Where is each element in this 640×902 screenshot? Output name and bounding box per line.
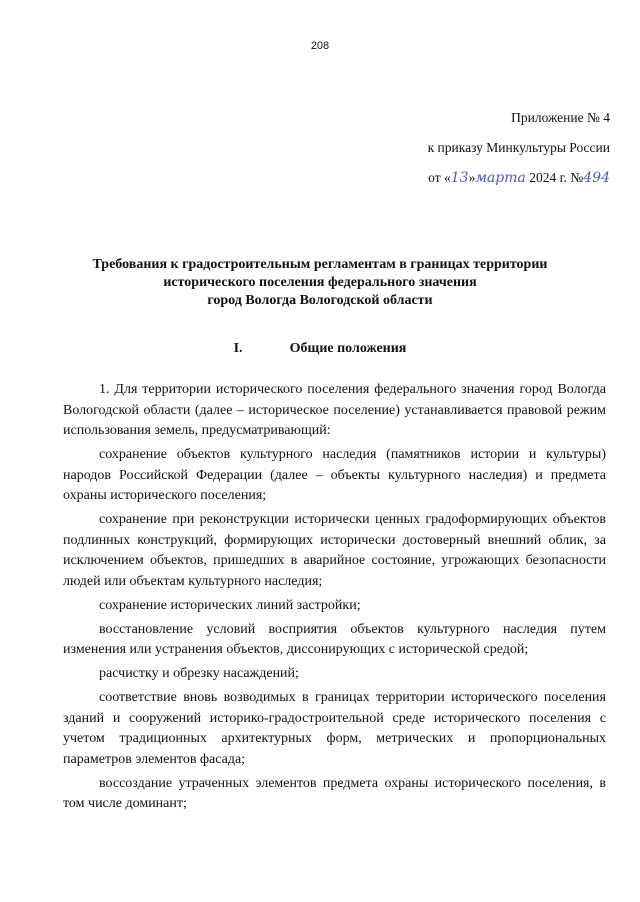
paragraph: сохранение при реконструкции исторически ценных градоформирующих объектов подлинных конструкций, формирующих исторически достоверный внешний облик, за исключением объектов, пришедших в аварийное состояние, угрожающих безопасности людей или объектам культурного наследия; bbox=[63, 512, 606, 589]
document-title bbox=[40, 256, 600, 310]
page-number: 208 bbox=[310, 40, 330, 52]
appendix-label: Приложение № 4 bbox=[511, 110, 610, 125]
title-line-2: исторического поселения федерального значения bbox=[163, 275, 477, 290]
paragraph: расчистку и обрезку насаждений; bbox=[99, 666, 299, 681]
order-reference: к приказу Минкультуры России bbox=[427, 140, 610, 155]
section-heading bbox=[40, 341, 600, 357]
title-line-3: город Вологда Вологодской области bbox=[207, 293, 433, 308]
paragraph: 1. Для территории исторического поселения федерального значения город Вологда Вологодской области (далее – историческое поселение) устанавливается правовой режим использования земель, предусматривающий: bbox=[63, 382, 606, 438]
document-body bbox=[63, 380, 606, 818]
date-prefix: от « bbox=[428, 170, 451, 185]
section-number: I. bbox=[233, 341, 243, 356]
handwritten-month: марта bbox=[475, 170, 526, 186]
paragraph: воссоздание утраченных элементов предмета охраны исторического поселения, в том числе доминант; bbox=[63, 775, 606, 811]
paragraph: соответствие вновь возводимых в границах территории исторического поселения зданий и сооружений историко-градостроительной среде исторического поселения с учетом традиционных архитектурных форм, метрических и пропорциональных параметров элементов фасада; bbox=[63, 690, 606, 767]
date-quote: » bbox=[468, 170, 476, 185]
paragraph: сохранение исторических линий застройки; bbox=[99, 597, 361, 613]
paragraph: восстановление условий восприятия объектов культурного наследия путем изменения или устранения объектов, диссонирующих с исторической средой; bbox=[63, 621, 606, 657]
section-title: Общие положения bbox=[289, 341, 407, 356]
paragraph: сохранение объектов культурного наследия (памятников истории и культуры) народов Российской Федерации (далее – объекты культурного наследия) и предмета охраны исторического поселения; bbox=[63, 447, 606, 503]
date-year: 2024 г. № bbox=[525, 170, 584, 185]
appendix-block bbox=[350, 108, 610, 198]
handwritten-order-number: 494 bbox=[583, 170, 610, 186]
title-line-1: Требования к градостроительным регламентам в границах территории bbox=[92, 257, 548, 272]
order-date-line bbox=[350, 168, 610, 188]
handwritten-day: 13 bbox=[450, 170, 469, 186]
